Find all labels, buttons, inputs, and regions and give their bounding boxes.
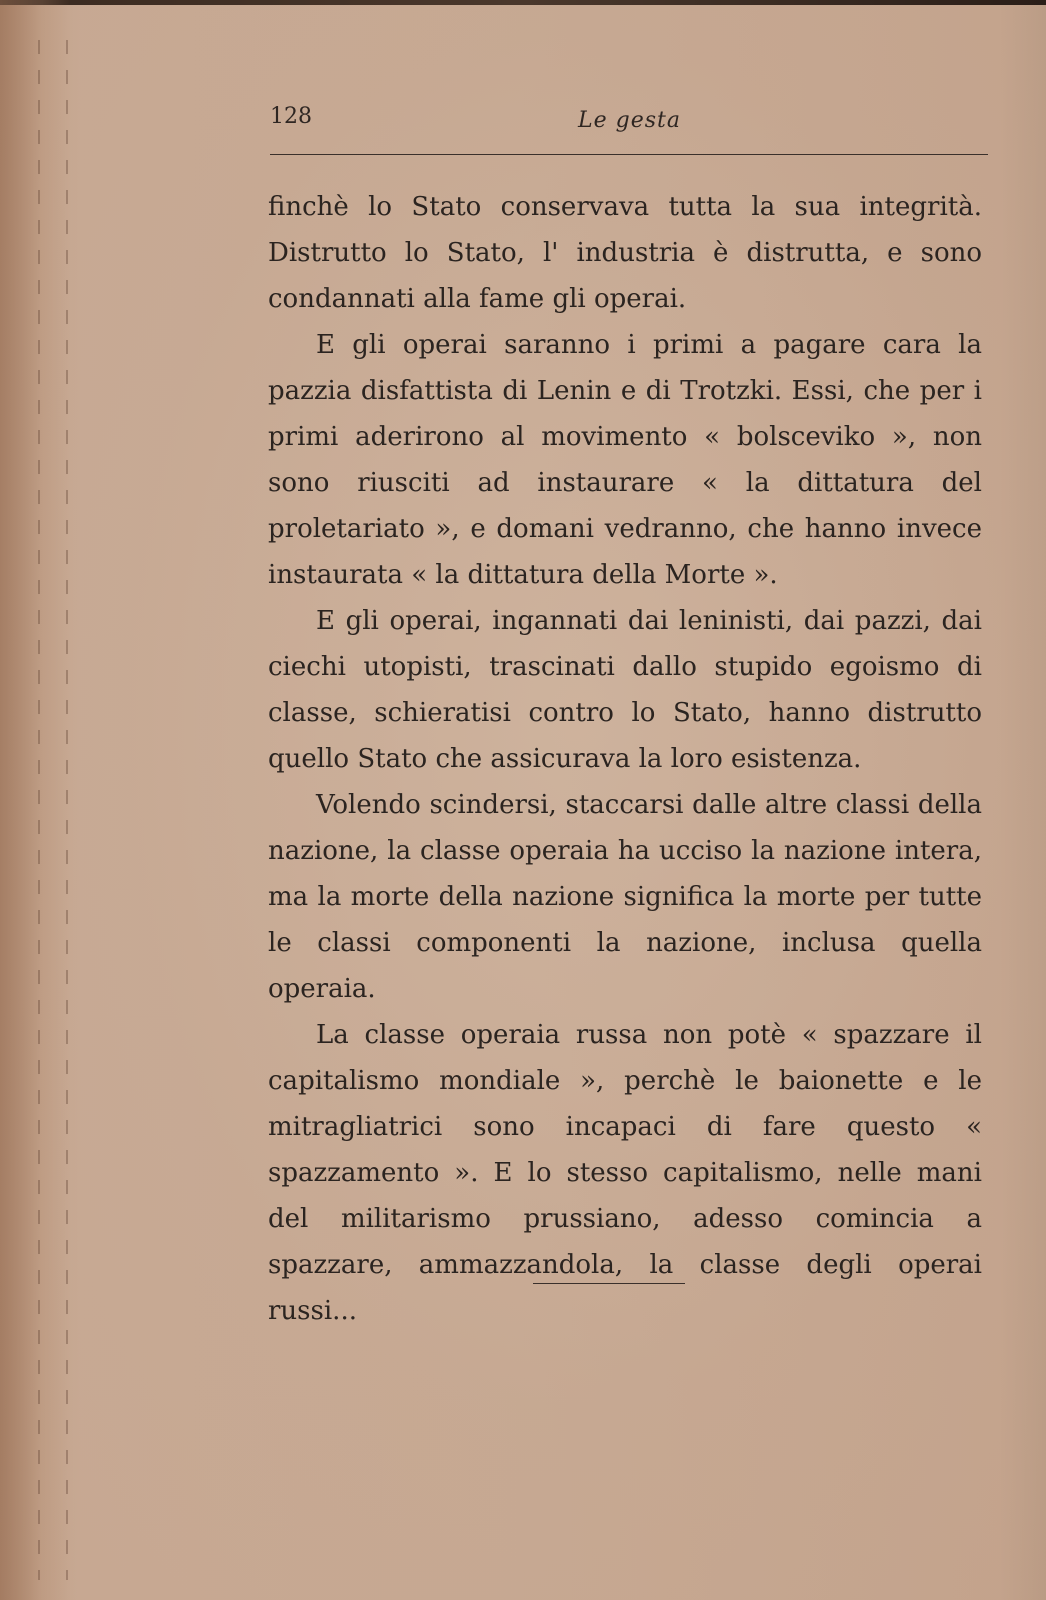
paragraph: E gli operai saranno i primi a pagare cara la pazzia disfattista di Lenin e di Trotzki. Essi, che per i primi aderirono al movimento « bolsceviko », non sono riusciti ad instaurare « la dittatura del proletariato », e domani vedranno, che hanno invece instaurata « la dittatura della Morte ». [268, 330, 982, 590]
page-top-edge [0, 0, 1046, 5]
paragraph: Volendo scindersi, staccarsi dalle altre classi della nazione, la classe operaia ha ucciso la nazione intera, ma la morte della nazione significa la morte per tutte le classi componenti la nazione, inclusa quella operaia. [268, 790, 982, 1004]
end-rule [533, 1283, 685, 1284]
page-number: 128 [270, 104, 312, 129]
paragraph: finchè lo Stato conservava tutta la sua integrità. Distrutto lo Stato, l' industria è distrutta, e sono condannati alla fame gli operai. [268, 192, 982, 314]
paragraph: E gli operai, ingannati dai leninisti, dai pazzi, dai ciechi utopisti, trascinati dallo stupido egoismo di classe, schieratisi contro lo Stato, hanno distrutto quello Stato che assicurava la loro esistenza. [268, 606, 982, 774]
body-text [268, 184, 982, 1334]
binding-stitch-line [38, 40, 40, 1580]
binding-stitch-line [66, 40, 68, 1580]
page-header [268, 102, 988, 142]
page-binding-shadow [0, 0, 70, 1600]
header-rule [270, 154, 988, 155]
paragraph: La classe operaia russa non potè « spazzare il capitalismo mondiale », perchè le baionette e le mitragliatrici sono incapaci di fare questo « spazzamento ». E lo stesso capitalismo, nelle mani del militarismo prussiano, adesso comincia a spazzare, ammazzandola, la classe degli operai russi... [268, 1020, 982, 1326]
running-title: Le gesta [578, 108, 681, 133]
